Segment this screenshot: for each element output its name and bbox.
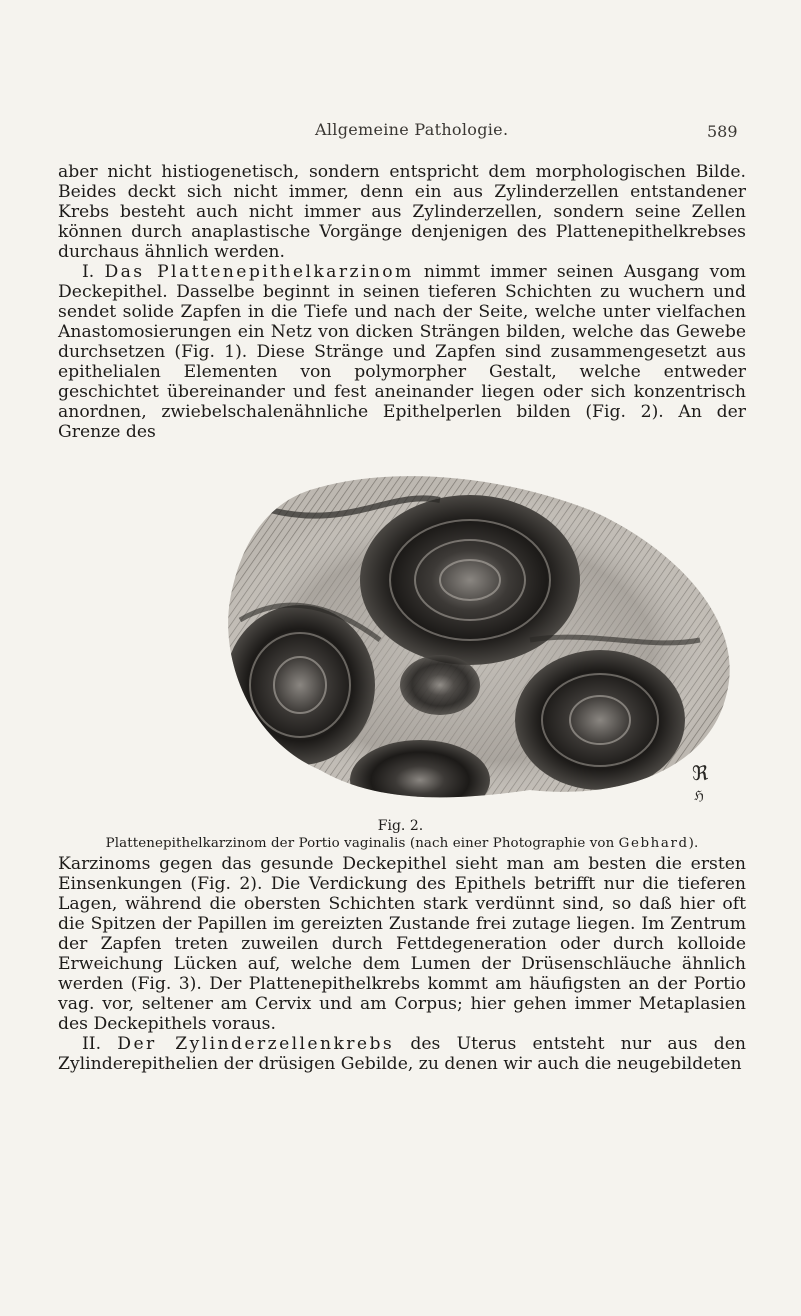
text-block-top [58, 162, 746, 442]
epithelial-pearl-left [225, 605, 375, 765]
engraver-monogram: ℜ [692, 761, 709, 785]
epithelial-pearl-small [400, 655, 480, 715]
paragraph-plattenepithel [58, 262, 746, 442]
section-number: I. [82, 262, 95, 282]
page-number: 589 [707, 122, 738, 141]
paragraph-intro [58, 162, 746, 262]
section-heading: Der Zylinderzellenkrebs [117, 1034, 395, 1054]
figure-caption [58, 836, 746, 851]
figure-label: Fig. 2. [377, 818, 424, 834]
histology-figure [170, 470, 730, 815]
paragraph-text: Karzinoms gegen das gesunde Deckepithel sieht man am besten die ersten Einsenkungen (Fig. 2). Die Verdickung des Epithels betrifft nur die tieferen Lagen, während die obersten Schichten stark verdünnt sind, so daß hier oft die Spitzen der Papillen im gereizten Zustande frei zutage liegen. Im Zentrum der Zapfen treten zuweilen durch Fettdegeneration oder durch kolloide Erweichung Lücken auf, welche dem Lumen der Drüsenschläuche ähnlich werden (Fig. 3). Der Plattenepithelkrebs kommt am häufigsten an der Portio vag. vor, seltener am Cervix und am Corpus; hier gehen immer Metaplasien des Deckepithels voraus. [58, 854, 746, 1034]
paragraph-zylinderzellen [58, 1034, 746, 1074]
paragraph-karzinom-grenze [58, 854, 746, 1034]
page-header [0, 120, 801, 150]
caption-author: Gebhard [618, 836, 689, 851]
section-heading: Das Plattenepithelkarzinom [104, 262, 414, 282]
paragraph-text: des Uterus entsteht nur aus den Zylinderepithelien der drüsigen Gebilde, zu denen wir auch die neugebildeten [58, 1034, 746, 1074]
section-number: II. [82, 1034, 102, 1054]
caption-end: ). [688, 836, 699, 851]
paragraph-text: nimmt immer seinen Ausgang vom Deckepithel. Dasselbe beginnt in seinen tieferen Schichten zu wuchern und sendet solide Zapfen in die Tiefe und nach der Seite, welche unter vielfachen Anastomosierungen ein Netz von dicken Strängen bilden, welche das Gewebe durchsetzen (Fig. 1). Diese Stränge und Zapfen sind zusammengesetzt aus epithelialen Elementen von polymorpher Gestalt, welche entweder geschichtet übereinander und fest aneinander liegen oder sich konzentrisch anordnen, zwiebelschalenähnliche Epithelperlen bilden (Fig. 2). An der Grenze des [58, 262, 746, 442]
running-title: Allgemeine Pathologie. [315, 120, 509, 139]
paragraph-text: aber nicht histiogenetisch, sondern entspricht dem morphologischen Bilde. Beides deckt sich nicht immer, denn ein aus Zylinderzellen entstandener Krebs besteht auch nicht immer aus Zylinderzellen, sondern seine Zellen können durch anaplastische Vorgänge denjenigen des Plattenepithelkrebses durchaus ähnlich werden. [58, 162, 746, 262]
histology-photo-illustration [170, 470, 730, 815]
epithelial-pearl-right [515, 650, 685, 790]
engraver-monogram-sub: ℌ [694, 789, 704, 804]
caption-text: Plattenepithelkarzinom der Portio vaginalis (nach einer Photographie von [105, 836, 615, 851]
text-block-bottom [58, 854, 746, 1074]
